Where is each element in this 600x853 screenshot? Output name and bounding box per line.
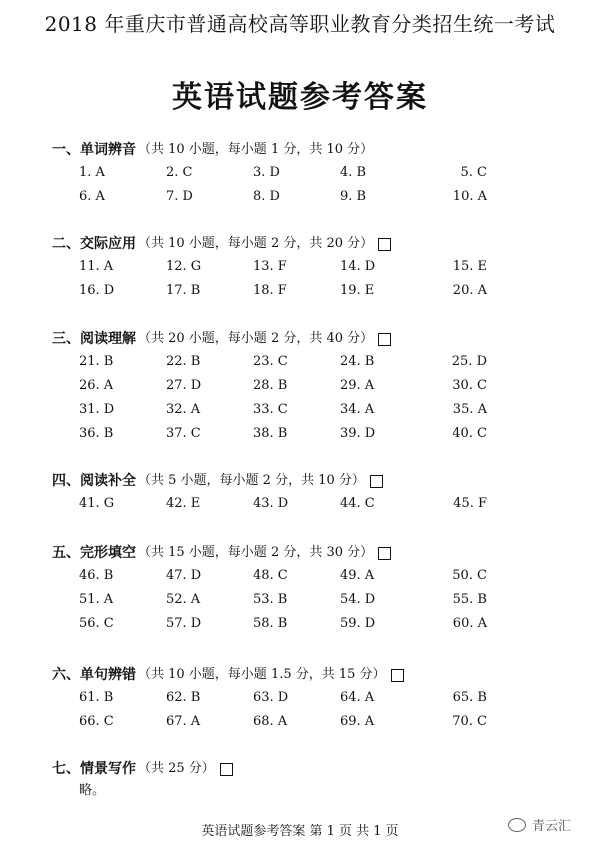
answer-item: 2. C xyxy=(166,165,193,180)
answer-item: 49. A xyxy=(340,568,375,583)
answer-item: 22. B xyxy=(166,354,201,369)
answer-item: 26. A xyxy=(79,378,114,393)
answer-item: 50. C xyxy=(452,568,487,583)
answer-item: 5. C xyxy=(460,165,487,180)
answer-item: 31. D xyxy=(79,402,115,417)
answer-item: 16. D xyxy=(79,283,115,298)
section-title xyxy=(52,758,572,780)
answer-item: 69. A xyxy=(340,714,375,729)
answer-item: 35. A xyxy=(452,402,487,417)
answer-row xyxy=(52,374,572,398)
answer-row xyxy=(52,255,572,279)
answer-item: 68. A xyxy=(253,714,288,729)
answer-item: 8. D xyxy=(253,189,280,204)
answer-item: 28. B xyxy=(253,378,288,393)
section-name: 五、完形填空 xyxy=(52,545,136,561)
answer-row xyxy=(52,686,572,710)
answer-item: 60. A xyxy=(452,616,487,631)
answer-item: 30. C xyxy=(452,378,487,393)
answer-item: 56. C xyxy=(79,616,114,631)
section-name: 二、交际应用 xyxy=(52,236,136,252)
answer-item: 42. E xyxy=(166,496,201,511)
answer-row xyxy=(52,279,572,303)
answer-item: 62. B xyxy=(166,690,201,705)
answer-item: 21. B xyxy=(79,354,114,369)
answer-item: 48. C xyxy=(253,568,288,583)
section-scoring-note: （共 25 分） xyxy=(138,761,215,776)
score-box xyxy=(378,547,391,560)
answer-item: 12. G xyxy=(166,259,202,274)
answer-item: 25. D xyxy=(451,354,487,369)
answer-item: 58. B xyxy=(253,616,288,631)
section-title xyxy=(52,139,572,161)
answer-item: 24. B xyxy=(340,354,375,369)
section-scoring-note: （共 10 小题，每小题 1.5 分，共 15 分） xyxy=(138,667,386,682)
answer-item: 57. D xyxy=(166,616,202,631)
answer-item: 18. F xyxy=(253,283,287,298)
answer-item: 54. D xyxy=(340,592,376,607)
answer-item: 3. D xyxy=(253,165,280,180)
answer-item: 29. A xyxy=(340,378,375,393)
answer-section xyxy=(52,139,572,209)
answer-row xyxy=(52,612,572,636)
page-footer: 英语试题参考答案 第 1 页 共 1 页 xyxy=(201,824,399,839)
answer-item: 11. A xyxy=(79,259,114,274)
answer-row xyxy=(52,185,572,209)
answer-row xyxy=(52,422,572,446)
section-scoring-note: （共 10 小题，每小题 2 分，共 20 分） xyxy=(138,236,374,251)
section-scoring-note: （共 20 小题，每小题 2 分，共 40 分） xyxy=(138,331,374,346)
section-scoring-note: （共 5 小题，每小题 2 分，共 10 分） xyxy=(138,473,365,488)
answer-row xyxy=(52,564,572,588)
answer-item: 17. B xyxy=(166,283,201,298)
answer-row xyxy=(52,492,572,516)
answer-item: 38. B xyxy=(253,426,288,441)
section-name: 七、情景写作 xyxy=(52,761,136,777)
answer-item: 70. C xyxy=(452,714,487,729)
answer-item: 55. B xyxy=(452,592,487,607)
answer-row xyxy=(52,161,572,185)
answer-item: 39. D xyxy=(340,426,376,441)
section-scoring-note: （共 10 小题，每小题 1 分，共 10 分） xyxy=(138,142,374,157)
answer-item: 45. F xyxy=(453,496,487,511)
score-box xyxy=(370,475,383,488)
answer-item: 67. A xyxy=(166,714,201,729)
section-answer-text: 略。 xyxy=(79,783,106,798)
answer-item: 32. A xyxy=(166,402,201,417)
answer-item: 9. B xyxy=(340,189,367,204)
answer-item: 47. D xyxy=(166,568,202,583)
page-title: 英语试题参考答案 xyxy=(172,80,428,115)
answer-item: 10. A xyxy=(452,189,487,204)
answer-item: 41. G xyxy=(79,496,115,511)
section-title xyxy=(52,328,572,350)
section-title xyxy=(52,470,572,492)
answer-item: 15. E xyxy=(452,259,487,274)
answer-item: 36. B xyxy=(79,426,114,441)
answer-item: 64. A xyxy=(340,690,375,705)
answer-item: 4. B xyxy=(340,165,367,180)
score-box xyxy=(378,238,391,251)
section-title xyxy=(52,233,572,255)
answer-section xyxy=(52,233,572,303)
section-title xyxy=(52,664,572,686)
answer-item: 44. C xyxy=(340,496,375,511)
answer-row xyxy=(52,350,572,374)
answer-item: 37. C xyxy=(166,426,201,441)
wechat-icon xyxy=(508,818,526,832)
answer-section xyxy=(52,758,572,802)
section-title xyxy=(52,542,572,564)
answer-item: 59. D xyxy=(340,616,376,631)
answer-item: 19. E xyxy=(340,283,375,298)
answer-item: 7. D xyxy=(166,189,193,204)
answer-item: 46. B xyxy=(79,568,114,583)
answer-item: 53. B xyxy=(253,592,288,607)
answer-item: 23. C xyxy=(253,354,288,369)
exam-header: 2018 年重庆市普通高校高等职业教育分类招生统一考试 xyxy=(44,12,556,36)
answer-item: 20. A xyxy=(452,283,487,298)
section-name: 三、阅读理解 xyxy=(52,331,136,347)
answer-item: 63. D xyxy=(253,690,289,705)
section-name: 一、单词辨音 xyxy=(52,142,136,158)
answer-item: 34. A xyxy=(340,402,375,417)
answer-item: 43. D xyxy=(253,496,289,511)
answer-section xyxy=(52,542,572,636)
answer-section xyxy=(52,664,572,734)
score-box xyxy=(378,333,391,346)
answer-item: 13. F xyxy=(253,259,287,274)
answer-item: 27. D xyxy=(166,378,202,393)
section-name: 六、单句辨错 xyxy=(52,667,136,683)
section-scoring-note: （共 15 小题，每小题 2 分，共 30 分） xyxy=(138,545,374,560)
score-box xyxy=(391,669,404,682)
watermark-text: 青云汇 xyxy=(532,819,572,834)
answer-item: 1. A xyxy=(79,165,105,180)
section-name: 四、阅读补全 xyxy=(52,473,136,489)
answer-item: 14. D xyxy=(340,259,376,274)
answer-section xyxy=(52,328,572,446)
answer-item: 52. A xyxy=(166,592,201,607)
answer-item: 51. A xyxy=(79,592,114,607)
watermark xyxy=(508,815,571,834)
answer-section xyxy=(52,470,572,516)
answer-item: 66. C xyxy=(79,714,114,729)
score-box xyxy=(220,763,233,776)
answer-item: 40. C xyxy=(452,426,487,441)
answer-item: 61. B xyxy=(79,690,114,705)
answer-row xyxy=(52,588,572,612)
answer-row xyxy=(52,710,572,734)
answer-item: 65. B xyxy=(452,690,487,705)
answer-item: 33. C xyxy=(253,402,288,417)
answer-item: 6. A xyxy=(79,189,105,204)
answer-row xyxy=(52,398,572,422)
